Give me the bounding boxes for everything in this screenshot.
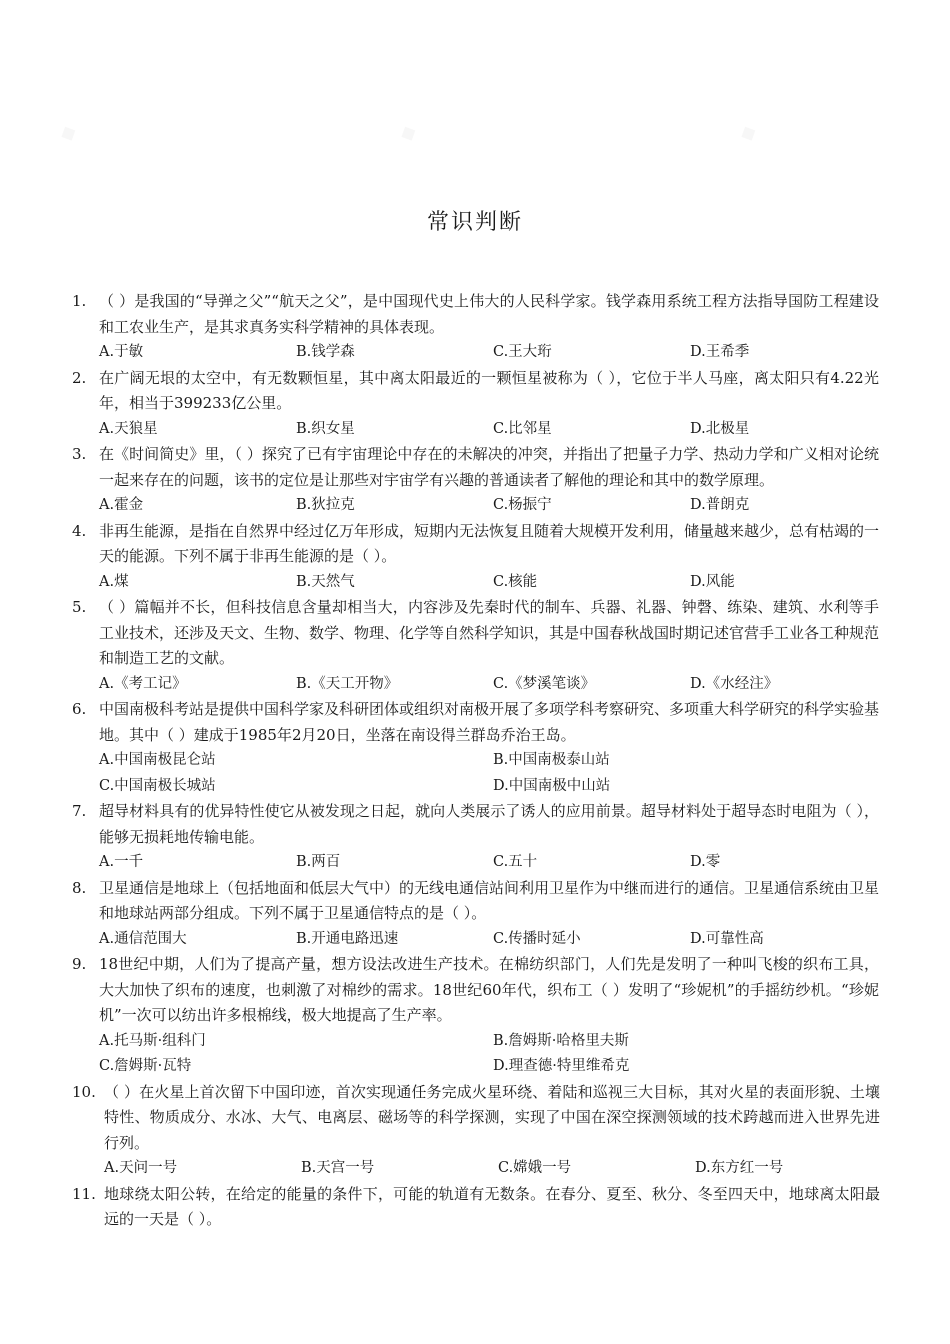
option-list (99, 748, 889, 799)
answer-option[interactable]: B.织女星 (296, 420, 355, 437)
question-number: 10. (72, 1082, 96, 1101)
question-number: 4. (72, 521, 87, 540)
answer-option[interactable]: C.中国南极长城站 (99, 777, 216, 794)
question-item (0, 442, 950, 519)
question-number: 6. (72, 700, 87, 718)
answer-option[interactable]: C.五十 (493, 854, 538, 870)
question-number: 9. (72, 955, 87, 973)
answer-option[interactable]: B.中国南极泰山站 (493, 752, 610, 768)
answer-option[interactable]: C.嫦娥一号 (498, 1160, 572, 1176)
answer-option[interactable]: C.比邻星 (493, 420, 552, 437)
question-stem: 在《时间简史》里，（ ）探究了已有宇宙理论中存在的未解决的冲突，并指出了把量子力学、热动力学和广义相对论统一起来存在的问题，该书的定位是让那些对宇宙学有兴趣的普通读者了解他的理论和其中的数学原理。 (99, 445, 879, 489)
question-stem: （ ）在火星上首次留下中国印迹，首次实现通任务完成火星环绕、着陆和巡视三大目标，其对火星的表面形貌、土壤特性、物质成分、水冰、大气、电离层、磁场等的科学探测，实现了中国在深空探测领域的技术跨越而进入世界先进行列。 (104, 1082, 880, 1152)
answer-option[interactable]: A.天狼星 (99, 420, 158, 437)
answer-option[interactable]: A.于敏 (99, 344, 144, 360)
question-stem: 在广阔无垠的太空中，有无数颗恒星，其中离太阳最近的一颗恒星被称为（ ），它位于半人马座，离太阳只有4.22光年，相当于399233亿公里。 (99, 368, 879, 412)
answer-option[interactable]: C.《梦溪笔谈》 (493, 675, 596, 692)
option-list (99, 672, 889, 698)
answer-option[interactable]: C.王大珩 (493, 344, 552, 360)
answer-option[interactable]: D.风能 (690, 573, 735, 590)
answer-option[interactable]: C.传播时延小 (493, 930, 581, 947)
answer-option[interactable]: A.托马斯·组科门 (99, 1032, 206, 1049)
question-stem: 18世纪中期，人们为了提高产量，想方设法改进生产技术。在棉纺织部门，人们先是发明了一种叫飞梭的织布工具，大大加快了织布的速度，也刺激了对棉纱的需求。18世纪60年代，织布工（ ）发明了“珍妮机”的手摇纺纱机。“珍妮机”一次可以纺出许多根棉线，极大地提高了生产率。 (99, 955, 879, 1024)
answer-option[interactable]: D.王希季 (690, 344, 750, 360)
answer-option[interactable]: A.中国南极昆仑站 (99, 752, 216, 768)
answer-option[interactable]: D.东方红一号 (695, 1160, 784, 1176)
answer-option[interactable]: C.核能 (493, 573, 538, 590)
answer-option[interactable]: A.霍金 (99, 497, 144, 513)
question-stem: 非再生能源，是指在自然界中经过亿万年形成，短期内无法恢复且随着大规模开发利用，储量越来越少，总有枯竭的一天的能源。下列不属于非再生能源的是（ ）。 (99, 521, 880, 565)
question-stem: （ ）篇幅并不长，但科技信息含量却相当大，内容涉及先秦时代的制车、兵器、礼器、钟磬、练染、建筑、水利等手工业技术，还涉及天文、生物、数学、物理、化学等自然科学知识，其是中国春秋战国时期记述官营手工业各工种规范和制造工艺的文献。 (99, 598, 880, 667)
answer-option[interactable]: C.詹姆斯·瓦特 (99, 1058, 192, 1074)
answer-option[interactable]: D.普朗克 (690, 497, 750, 513)
answer-option[interactable]: D.《水经注》 (690, 675, 779, 692)
answer-option[interactable]: A.通信范围大 (99, 930, 187, 947)
answer-option[interactable]: C.杨振宁 (493, 497, 552, 513)
answer-option[interactable]: D.零 (690, 854, 721, 870)
answer-option[interactable]: B.两百 (296, 854, 341, 870)
question-number: 1. (72, 292, 87, 310)
question-number: 11. (72, 1184, 96, 1203)
option-list (99, 927, 889, 953)
answer-option[interactable]: D.理查德·特里维希克 (493, 1058, 630, 1074)
question-item (0, 595, 950, 697)
question-number: 3. (72, 445, 87, 463)
question-item (0, 697, 950, 799)
answer-option[interactable]: B.狄拉克 (296, 497, 355, 513)
answer-option[interactable]: A.煤 (99, 573, 129, 590)
answer-option[interactable]: A.一千 (99, 854, 144, 870)
question-stem: （ ）是我国的“导弹之父”“航天之父”，是中国现代史上伟大的人民科学家。钱学森用系统工程方法指导国防工程建设和工农业生产，是其求真务实科学精神的具体表现。 (99, 292, 879, 336)
question-item (0, 1080, 950, 1182)
question-item (0, 289, 950, 366)
answer-option[interactable]: B.《天工开物》 (296, 675, 399, 692)
question-stem: 中国南极科考站是提供中国科学家及科研团体或组织对南极开展了多项学科考察研究、多项重大科学研究的科学实验基地。其中（ ）建成于1985年2月20日，坐落在南设得兰群岛乔治王岛。 (99, 700, 880, 744)
question-item (0, 952, 950, 1080)
question-item (0, 876, 950, 953)
question-item (0, 1182, 950, 1233)
page-title: 常识判断 (426, 210, 523, 235)
question-list (0, 289, 950, 1233)
question-stem: 地球绕太阳公转，在给定的能量的条件下，可能的轨道有无数条。在春分、夏至、秋分、冬至四天中，地球离太阳最远的一天是（ ）。 (104, 1184, 880, 1228)
answer-option[interactable]: A.天问一号 (104, 1160, 178, 1176)
question-item (0, 519, 950, 596)
answer-option[interactable]: A.《考工记》 (99, 675, 187, 692)
question-item (0, 799, 950, 876)
question-stem: 卫星通信是地球上（包括地面和低层大气中）的无线电通信站间利用卫星作为中继而进行的通信。卫星通信系统由卫星和地球站两部分组成。下列不属于卫星通信特点的是（ ）。 (99, 878, 880, 922)
question-number: 5. (72, 598, 87, 616)
question-stem: 超导材料具有的优异特性使它从被发现之日起，就向人类展示了诱人的应用前景。超导材料处于超导态时电阻为（ ），能够无损耗地传输电能。 (99, 802, 879, 846)
question-number: 8. (72, 878, 87, 897)
option-list (99, 1029, 889, 1080)
answer-option[interactable]: B.开通电路迅速 (296, 930, 399, 947)
option-list (99, 417, 889, 443)
option-list (99, 570, 889, 596)
answer-option[interactable]: D.中国南极中山站 (493, 777, 611, 794)
answer-option[interactable]: B.詹姆斯·哈格里夫斯 (493, 1032, 629, 1049)
answer-option[interactable]: D.北极星 (690, 420, 750, 437)
answer-option[interactable]: B.钱学森 (296, 344, 355, 360)
answer-option[interactable]: D.可靠性高 (690, 930, 764, 947)
answer-option[interactable]: B.天宫一号 (301, 1160, 375, 1176)
answer-option[interactable]: B.天然气 (296, 573, 355, 590)
question-number: 2. (72, 368, 87, 387)
option-list (104, 1156, 894, 1182)
option-list (99, 493, 889, 519)
option-list (99, 850, 889, 876)
question-item (0, 366, 950, 443)
question-number: 7. (72, 802, 87, 820)
option-list (99, 340, 889, 366)
